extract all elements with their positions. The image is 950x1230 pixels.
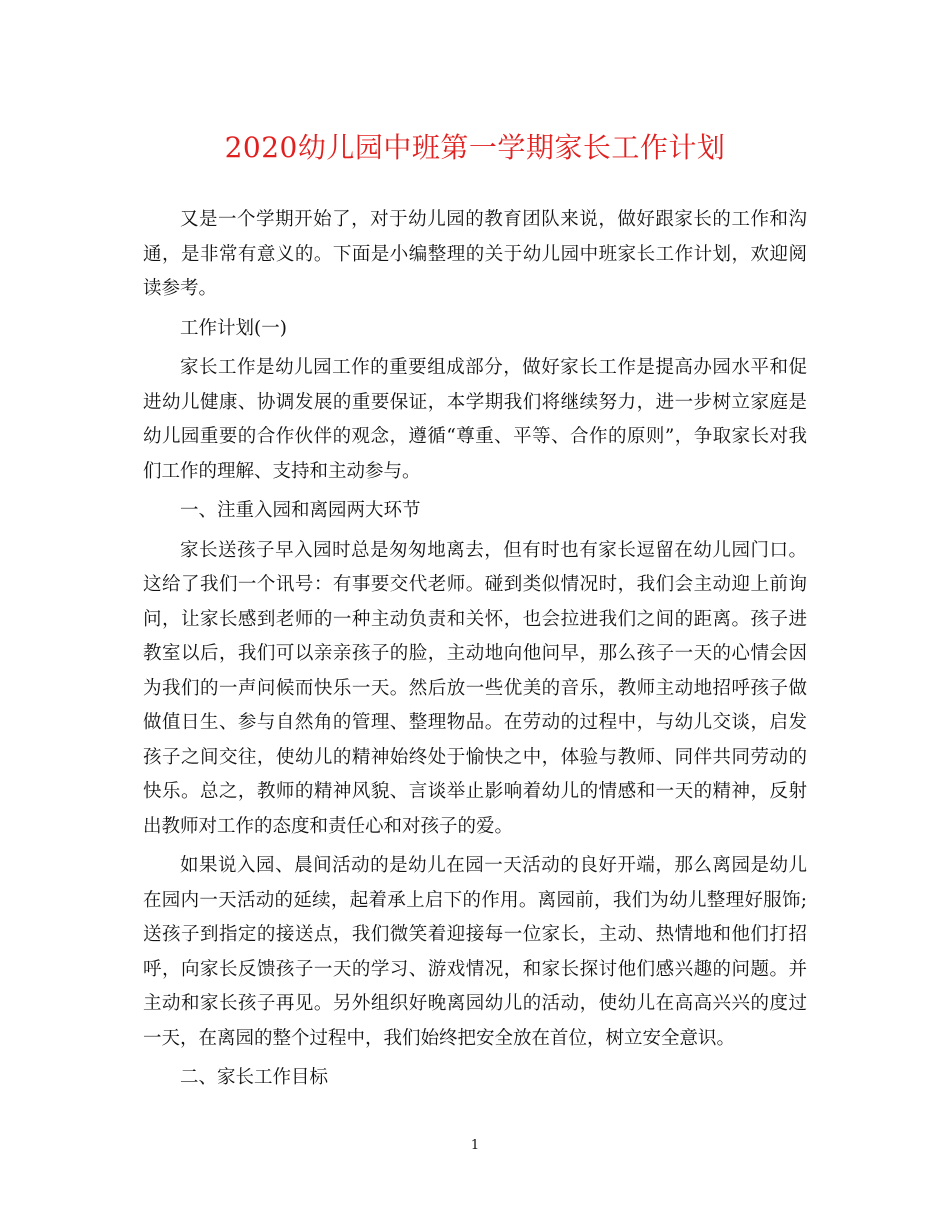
body-paragraph: 如果说入园、晨间活动的是幼儿在园一天活动的良好开端，那么离园是幼儿在园内一天活动的延续，起着承上启下的作用。离园前，我们为幼儿整理好服饰;送孩子到指定的接送点，我们微笑着迎接每一位家长，主动、热情地和他们打招呼，向家长反馈孩子一天的学习、游戏情况，和家长探讨他们感兴趣的问题。并主动和家长孩子再见。另外组织好晚离园幼儿的活动，使幼儿在高高兴兴的度过一天，在离园的整个过程中，我们始终把安全放在首位，树立安全意识。	[143, 855, 807, 1049]
document-title: 2020幼儿园中班第一学期家长工作计划	[224, 131, 726, 164]
document-body	[143, 203, 807, 1101]
body-paragraph: 家长工作是幼儿园工作的重要组成部分，做好家长工作是提高办园水平和促进幼儿健康、协调发展的重要保证，本学期我们将继续努力，进一步树立家庭是幼儿园重要的合作伙伴的观念，遵循“尊重、平等、合作的原则”，争取家长对我们工作的理解、支持和主动参与。	[143, 357, 807, 482]
section-heading-plan-one: 工作计划(一)	[180, 317, 287, 339]
section-heading-two: 二、家长工作目标	[180, 1067, 329, 1088]
page-number: 1	[470, 1138, 480, 1153]
section-heading-one: 一、注重入园和离园两大环节	[180, 500, 421, 521]
body-paragraph: 家长送孩子早入园时总是匆匆地离去，但有时也有家长逗留在幼儿园门口。这给了我们一个讯号：有事要交代老师。碰到类似情况时，我们会主动迎上前询问，让家长感到老师的一种主动负责和关怀，也会拉进我们之间的距离。孩子进教室以后，我们可以亲亲孩子的脸，主动地向他问早，那么孩子一天的心情会因为我们的一声问候而快乐一天。然后放一些优美的音乐，教师主动地招呼孩子做做值日生、参与自然角的管理、整理物品。在劳动的过程中，与幼儿交谈，启发孩子之间交往，使幼儿的精神始终处于愉快之中，体验与教师、同伴共同劳动的快乐。总之，教师的精神风貌、言谈举止影响着幼儿的情感和一天的精神，反射出教师对工作的态度和责任心和对孩子的爱。	[143, 539, 807, 837]
intro-paragraph: 又是一个学期开始了，对于幼儿园的教育团队来说，做好跟家长的工作和沟通，是非常有意义的。下面是小编整理的关于幼儿园中班家长工作计划，欢迎阅读参考。	[143, 209, 807, 299]
